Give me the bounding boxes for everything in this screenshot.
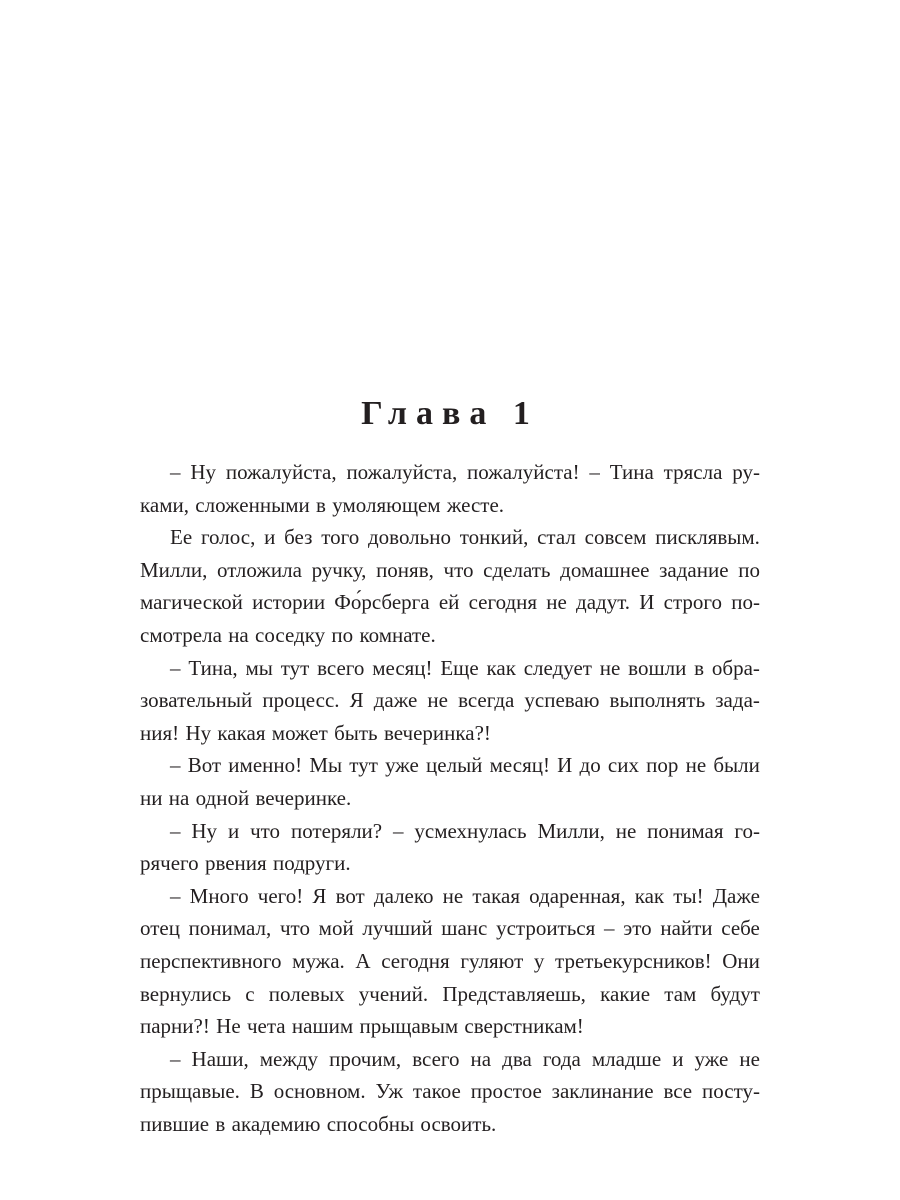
word: писклявым. — [655, 525, 760, 550]
text-line — [140, 1075, 760, 1108]
word: там — [664, 981, 697, 1006]
word: истории — [252, 590, 326, 615]
word: вечеринка?! — [383, 720, 491, 745]
word: себе — [721, 916, 760, 941]
word: ей — [438, 590, 460, 615]
word: пожалуйста! — [467, 460, 580, 484]
word: прочим, — [329, 1046, 402, 1071]
text-line — [140, 912, 760, 945]
word: между — [259, 1046, 319, 1071]
word: потеряли? — [290, 818, 383, 843]
word: сверстникам! — [464, 1014, 584, 1039]
word: сегодня — [468, 590, 538, 615]
text-line — [140, 1043, 760, 1076]
word: месяц! — [489, 753, 550, 778]
word: сих — [607, 753, 639, 778]
word: на — [228, 622, 249, 647]
word: что — [279, 916, 310, 941]
word: чего! — [257, 883, 304, 908]
word: И — [557, 753, 573, 778]
word: лучший — [362, 916, 433, 941]
word: гуляют — [460, 948, 524, 973]
text-line — [140, 521, 760, 554]
word: трясла — [663, 460, 723, 484]
word: далеко — [373, 883, 434, 908]
word: вечеринке. — [255, 785, 352, 810]
word: Ну — [191, 818, 218, 843]
word: даже — [373, 688, 418, 713]
word: устроиться — [496, 916, 596, 941]
word: на — [470, 1046, 492, 1071]
word: учений. — [358, 981, 429, 1006]
word: в — [694, 655, 705, 680]
word: следует — [523, 655, 592, 680]
word: академию — [231, 1111, 321, 1136]
word: не — [546, 590, 567, 615]
word: заклинание — [551, 1079, 654, 1104]
word: как — [486, 655, 516, 680]
word: пожалуйста, — [346, 460, 458, 484]
word: всего — [412, 1046, 460, 1071]
word: найти — [660, 916, 713, 941]
word: Милли, — [537, 818, 605, 843]
word: Милли, — [140, 557, 208, 582]
word: Тина — [609, 460, 654, 484]
word: основном. — [273, 1079, 366, 1104]
word: были — [713, 753, 760, 778]
word: сложенными — [195, 492, 310, 517]
word: по- — [731, 590, 760, 615]
word: на — [168, 785, 190, 810]
word: Тина, — [188, 655, 238, 680]
word: Не — [216, 1014, 241, 1039]
word: быть — [334, 720, 378, 745]
text-line — [140, 652, 760, 685]
word: понимал, — [188, 916, 272, 941]
word: задание — [659, 557, 729, 582]
text-line — [140, 1108, 760, 1141]
word: освоить. — [420, 1111, 497, 1136]
text-line — [140, 945, 760, 978]
word: соседку — [255, 622, 326, 647]
word: чета — [246, 1014, 286, 1039]
word: ручку, — [311, 557, 367, 582]
word: что — [443, 557, 474, 582]
word: пившие — [140, 1111, 210, 1136]
text-line — [140, 782, 760, 815]
word: прыщавым — [359, 1014, 459, 1039]
text-line — [140, 489, 760, 522]
word: строго — [663, 590, 722, 615]
word: Вот — [187, 753, 222, 778]
word: отложила — [217, 557, 302, 582]
word: жесте. — [446, 492, 505, 517]
word: мужа. — [292, 948, 345, 973]
word: смотрела — [140, 622, 222, 647]
word: голос, — [200, 525, 256, 550]
word: Еще — [440, 655, 479, 680]
word: Мы — [309, 753, 343, 778]
word: го- — [734, 818, 760, 843]
word: – — [170, 460, 181, 484]
word: ни — [140, 785, 163, 810]
text-line — [140, 978, 760, 1011]
text-line — [140, 749, 760, 782]
word: может — [271, 720, 328, 745]
word: Наши, — [191, 1046, 249, 1071]
word: одаренная, — [529, 883, 626, 908]
word: Я — [312, 883, 327, 908]
word: мы — [245, 655, 273, 680]
text-line — [140, 684, 760, 717]
word: уже — [385, 753, 419, 778]
word: месяц! — [372, 655, 433, 680]
word: именно! — [228, 753, 303, 778]
word: не — [615, 818, 637, 843]
chapter-title: Глава 1 — [361, 395, 539, 432]
word: перспективного — [140, 948, 282, 973]
word: всего — [317, 655, 365, 680]
word: не — [739, 1046, 760, 1071]
word: какая — [217, 720, 266, 745]
word: полевых — [268, 981, 345, 1006]
word: того — [321, 525, 360, 550]
word: не — [442, 883, 464, 908]
word: сделать — [483, 557, 551, 582]
word: одной — [195, 785, 250, 810]
word: посту- — [702, 1079, 760, 1104]
word: у — [533, 948, 545, 973]
word: как — [634, 883, 665, 908]
word: – — [604, 916, 615, 941]
word: способны — [326, 1111, 415, 1136]
word: И — [639, 590, 655, 615]
word: не — [427, 688, 448, 713]
word: все — [663, 1079, 693, 1104]
word: тут — [349, 753, 378, 778]
word: простое — [470, 1079, 542, 1104]
word: ния! — [140, 720, 180, 745]
word: уже — [694, 1046, 729, 1071]
word: поняв, — [376, 557, 434, 582]
word: довольно — [367, 525, 451, 550]
word: вернулись — [140, 981, 232, 1006]
word: – — [393, 818, 404, 843]
word: будут — [710, 981, 760, 1006]
word: вошли — [628, 655, 687, 680]
word: процесс. — [262, 688, 340, 713]
word: ты! — [673, 883, 704, 908]
word: без — [284, 525, 313, 550]
word: и — [227, 818, 240, 843]
word: пожалуйста, — [225, 460, 337, 484]
word: усмехнулась — [414, 818, 527, 843]
word: с — [245, 981, 255, 1006]
word: – — [170, 818, 181, 843]
word: не — [599, 655, 621, 680]
word: Ее — [170, 525, 193, 550]
word: успеваю — [524, 688, 600, 713]
word: вот — [335, 883, 365, 908]
word: парни?! — [140, 1014, 210, 1039]
word: шанс — [441, 916, 488, 941]
word: зовательный — [140, 688, 253, 713]
word: младше — [591, 1046, 662, 1071]
word: стал — [537, 525, 576, 550]
word: года — [542, 1046, 581, 1071]
word: отец — [140, 916, 180, 941]
word: дадут. — [576, 590, 631, 615]
text-line — [140, 456, 760, 489]
word: выполнять — [609, 688, 706, 713]
word: совсем — [584, 525, 647, 550]
word: пор — [646, 753, 679, 778]
text-line — [140, 554, 760, 587]
word: – — [170, 883, 181, 908]
word: тут — [280, 655, 310, 680]
word: по — [331, 622, 354, 647]
word: – — [589, 460, 600, 484]
word: ками, — [140, 492, 189, 517]
word: домашнее — [560, 557, 650, 582]
word: подруги. — [272, 851, 351, 876]
word: – — [170, 753, 181, 778]
word: что — [250, 818, 281, 843]
word: такое — [412, 1079, 461, 1104]
word: Даже — [712, 883, 760, 908]
word: такая — [472, 883, 520, 908]
word: прыщавые. — [140, 1079, 240, 1104]
word: Представляешь, — [442, 981, 586, 1006]
word: рвения — [204, 851, 267, 876]
text-line — [140, 717, 760, 750]
word: всегда — [458, 688, 515, 713]
word: рячего — [140, 851, 199, 876]
text-line — [140, 586, 760, 619]
word: в — [316, 492, 326, 517]
word: какие — [600, 981, 651, 1006]
text-line — [140, 847, 760, 880]
word: по — [738, 557, 760, 582]
text-line — [140, 815, 760, 848]
word: зада- — [715, 688, 760, 713]
word: комнате. — [359, 622, 436, 647]
word: А — [355, 948, 371, 973]
word: понимая — [647, 818, 724, 843]
word: третьекурсников! — [555, 948, 712, 973]
word: Они — [722, 948, 760, 973]
text-line — [140, 880, 760, 913]
word: – — [170, 1046, 181, 1071]
word: это — [623, 916, 652, 941]
word: Фо́рсберга — [334, 590, 430, 615]
word: до — [579, 753, 601, 778]
word: в — [215, 1111, 226, 1136]
word: тонкий, — [459, 525, 529, 550]
text-line — [140, 1010, 760, 1043]
word: не — [685, 753, 707, 778]
word: нашим — [291, 1014, 354, 1039]
word: Много — [189, 883, 249, 908]
word: мой — [318, 916, 354, 941]
word: умоляющем — [332, 492, 441, 517]
word: – — [170, 655, 181, 680]
word: обра- — [711, 655, 760, 680]
word: Я — [349, 688, 364, 713]
word: Уж — [375, 1079, 403, 1104]
word: Ну — [190, 460, 216, 484]
word: магической — [140, 590, 243, 615]
chapter-body — [140, 456, 760, 1140]
word: целый — [426, 753, 483, 778]
word: и — [264, 525, 276, 550]
word: ру- — [732, 460, 760, 484]
text-line — [140, 619, 760, 652]
word: Ну — [185, 720, 212, 745]
word: и — [672, 1046, 684, 1071]
word: В — [249, 1079, 264, 1104]
word: сегодня — [381, 948, 450, 973]
word: два — [502, 1046, 532, 1071]
